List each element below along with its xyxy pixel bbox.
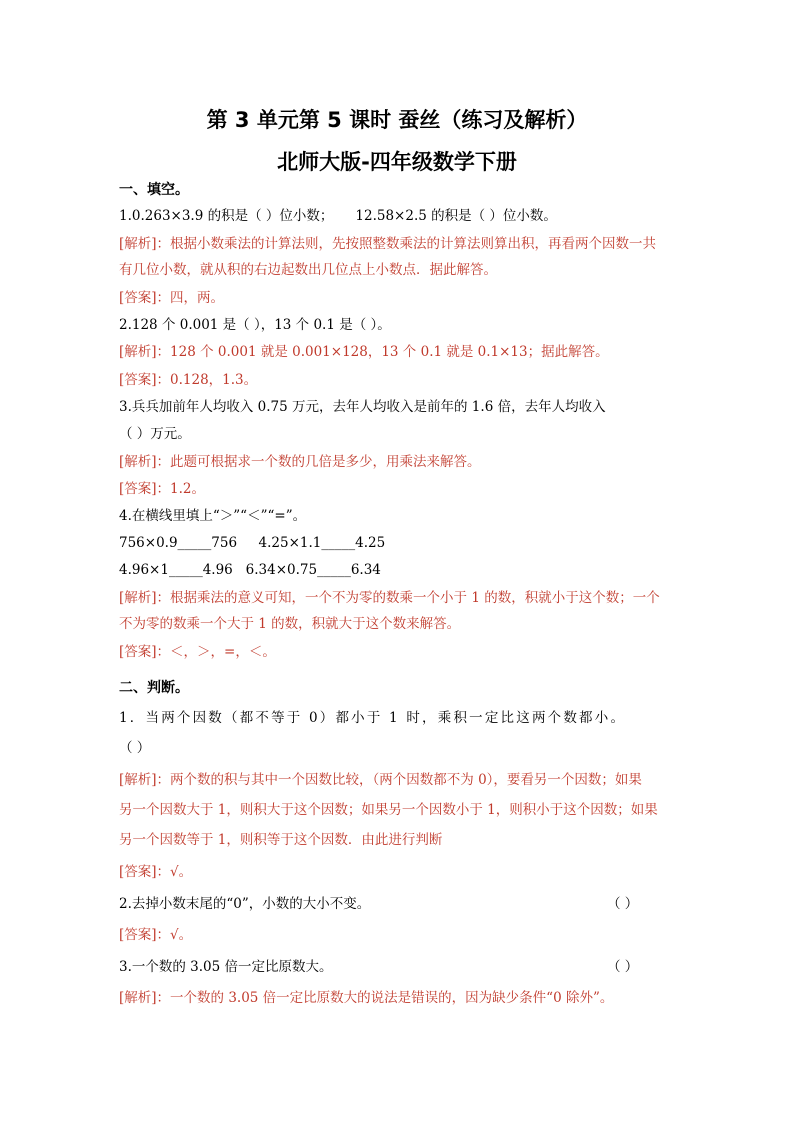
- question-4: 4.在横线里填上“＞”“＜”“=”。: [119, 508, 307, 524]
- question-3-line-2: （ ）万元。: [119, 426, 191, 442]
- question-4-analysis-line-2: 不为零的数乘一个大于 1 的数，积就大于这个数来解答。: [119, 616, 461, 632]
- judge-3-paren: （ ）: [607, 959, 639, 975]
- judge-3-analysis: [解析]：一个数的 3.05 倍一定比原数大的说法是错误的，因为缺少条件“0 除外”。: [119, 990, 614, 1006]
- question-4-analysis-line-1: [解析]：根据乘法的意义可知，一个不为零的数乘一个小于 1 的数，积就小于这个数；一个: [119, 590, 660, 606]
- question-1-analysis-line-1: [解析]：根据小数乘法的计算法则，先按照整数乘法的计算法则算出积，再看两个因数一共: [119, 236, 657, 252]
- section-heading-judge: 二、判断。: [119, 680, 189, 696]
- question-1-answer: [答案]：四，两。: [119, 290, 225, 306]
- question-4-row-2: 4.96×1_____4.96 6.34×0.75_____6.34: [119, 562, 381, 578]
- question-2-analysis: [解析]：128 个 0.001 就是 0.001×128，13 个 0.1 就是 0.1×13；据此解答。: [119, 344, 609, 360]
- question-3-line-1: 3.兵兵加前年人均收入 0.75 万元，去年人均收入是前年的 1.6 倍，去年人均收入: [119, 399, 606, 415]
- question-4-row-1: 756×0.9_____756 4.25×1.1_____4.25: [119, 535, 386, 551]
- question-1: [119, 206, 557, 226]
- judge-2-paren: （ ）: [607, 896, 639, 912]
- judge-2: 2.去掉小数末尾的“0”，小数的大小不变。: [119, 896, 371, 912]
- judge-2-answer: [答案]：√。: [119, 927, 193, 943]
- question-1-analysis-line-2: 有几位小数，就从积的右边起数出几位点上小数点．据此解答。: [119, 262, 497, 278]
- question-1-part-a: 1.0.263×3.9 的积是（ ）位小数；: [119, 208, 334, 224]
- question-3-analysis: [解析]：此题可根据求一个数的几倍是多少，用乘法来解答。: [119, 454, 481, 470]
- page-subtitle: 北师大版-四年级数学下册: [277, 150, 517, 174]
- judge-1-line-2: （ ）: [119, 740, 151, 756]
- judge-1-line-1: 1．当两个因数（都不等于 0）都小于 1 时，乘积一定比这两个数都小。: [119, 710, 627, 726]
- judge-1-answer: [答案]：√。: [119, 864, 193, 880]
- page-title: 第 3 单元第 5 课时 蚕丝（练习及解析）: [206, 108, 588, 132]
- question-4-answer: [答案]：＜，＞，=，＜。: [119, 644, 276, 660]
- question-2-answer: [答案]：0.128，1.3。: [119, 372, 258, 388]
- question-3-answer: [答案]：1.2。: [119, 481, 206, 497]
- judge-3: 3.一个数的 3.05 倍一定比原数大。: [119, 959, 333, 975]
- judge-1-analysis-line-2: 另一个因数大于 1，则积大于这个因数；如果另一个因数小于 1，则积小于这个因数；如果: [119, 802, 658, 818]
- section-heading-fill: 一、填空。: [119, 182, 189, 198]
- question-2: 2.128 个 0.001 是（ ），13 个 0.1 是（ ）。: [119, 317, 391, 333]
- question-1-part-b: 12.58×2.5 的积是（ ）位小数。: [355, 208, 557, 224]
- judge-1-analysis-line-1: [解析]：两个数的积与其中一个因数比较，（两个因数都不为 0），要看另一个因数；如果: [119, 772, 642, 788]
- judge-1-analysis-line-3: 另一个因数等于 1，则积等于这个因数．由此进行判断: [119, 832, 443, 848]
